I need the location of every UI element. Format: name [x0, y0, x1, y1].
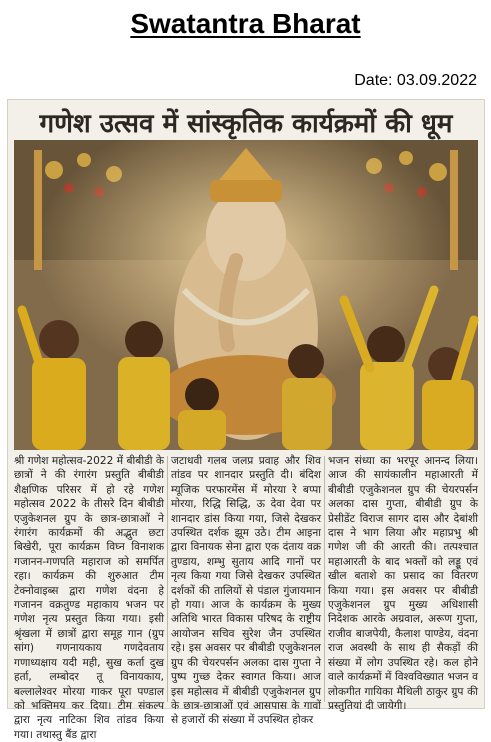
- ganesh-festival-photo: [14, 140, 478, 450]
- article-text: जटाधवी गलब जलप्र प्रवाह और शिव तांडव पर शानदार प्रस्तुति दी। बंदिश म्यूजिक परफारमेंस में मोरया रे बप्पा मोरया, रिद्धि सिद्धि, ऊ देवा देवा पर शानदार डांस किया गया, जिसे देखकर उपस्थित दर्शक झूम उठे। टीम आइना द्वारा विनायक सेना द्वारा एक दंताय वक्र तुण्डाय, शम्भु सुताय आदि गानों पर नृत्य किया गया जिसे देखकर उपस्थित दर्शकों की तालियों से पंडाल गुंजायमान हो गया। आज के कार्यक्रम के मुख्य अतिथि भारत विकास परिषद के राष्ट्रीय आयोजन सचिव सुरेश जैन उपस्थित रहे। इस अवसर पर बीबीडी एजुकेशनल ग्रुप की चेयरपर्सन अलका दास गुप्ता ने पुष्प गुच्छ देकर स्वागत किया। आज इस महोत्सव में बीबीडी एजुकेशनल ग्रुप के छात्र-छात्राओं एवं आसपास के गावों से हजारों की संख्या में उपस्थित होकर: [171, 455, 321, 727]
- article-photo: [14, 140, 478, 450]
- article-headline: गणेश उत्सव में सांस्कृतिक कार्यक्रमों की धूम: [39, 109, 453, 139]
- article-column-1: [14, 454, 164, 741]
- article-column-3: [328, 454, 478, 712]
- column-divider: [167, 456, 168, 702]
- newspaper-masthead: Swatantra Bharat: [130, 8, 361, 39]
- column-divider: [324, 456, 325, 702]
- article-text: श्री गणेश महोत्सव-2022 में बीबीडी के छात्रों ने की रंगारंग प्रस्तुति बीबीडी शैक्षणिक परिसर में हो रहे गणेश महोत्सव 2022 के तीसरे दिन बीबीडी एजुकेशनल ग्रुप के छात्र-छात्राओं ने रंगारंग कार्यक्रमों की अद्भुत छटा बिखेरी, पूरा कार्यक्रम विघ्न विनाशक गजानन-गणपति महाराज को समर्पित रहा। कार्यक्रम की शुरुआत टीम टेक्नोवाइब्स द्वारा गणेश वंदना हे गजानन वक्रतुण्ड महाकाय भजन पर गणेश नृत्य प्रस्तुत किया गया। इसी श्रृंखला में छात्रों द्वारा समूह गान (ग्रुप सांग) गणनायकाय गणदेवताय गणाध्यक्षाय यदी मही, सुख कर्ता दुख हर्ता, लम्बोदर तू विनायकाय, बल्लालेश्वर मोरया गाकर पूरा पण्डाल को भक्तिमय कर दिया। टीम संकल्प द्वारा नृत्य नाटिका शिव तांडव किया गया। तथास्तु बैंड द्वारा: [14, 455, 164, 741]
- article-column-2: [171, 454, 321, 727]
- article-text: भजन संध्या का भरपूर आनन्द लिया। आज की सायंकालीन महाआरती में बीबीडी एजुकेशनल ग्रुप की चेयरपर्सन अलका दास गुप्ता, बीबीडी ग्रुप के प्रेसीडेंट विराज सागर दास और देबांशी दास ने भाग लिया और महाप्रभु श्री गणेश जी की आरती की। तत्पश्चात महाआरती के बाद भक्तों को लड्डू एवं खील बताशे का प्रसाद का वितरण किया गया। इस अवसर पर बीबीडी एजुकेशनल ग्रुप मुख्य अधिशासी निदेशक आरके अग्रवाल, अरूण गुप्ता, राजीव बाजपेयी, कैलाश पाण्डेय, वंदना राज अवस्थी के साथ ही सैकड़ों की संख्या में लोग उपस्थित रहे। कल होने वाले कार्यक्रमों में विश्वविख्यात भजन व लोकगीत गायिका मैथिली ठाकुर ग्रुप की प्रस्तुतियां दी जायेगी।: [328, 455, 478, 712]
- publication-date: Date: 03.09.2022: [354, 72, 477, 89]
- news-clipping: [8, 100, 484, 741]
